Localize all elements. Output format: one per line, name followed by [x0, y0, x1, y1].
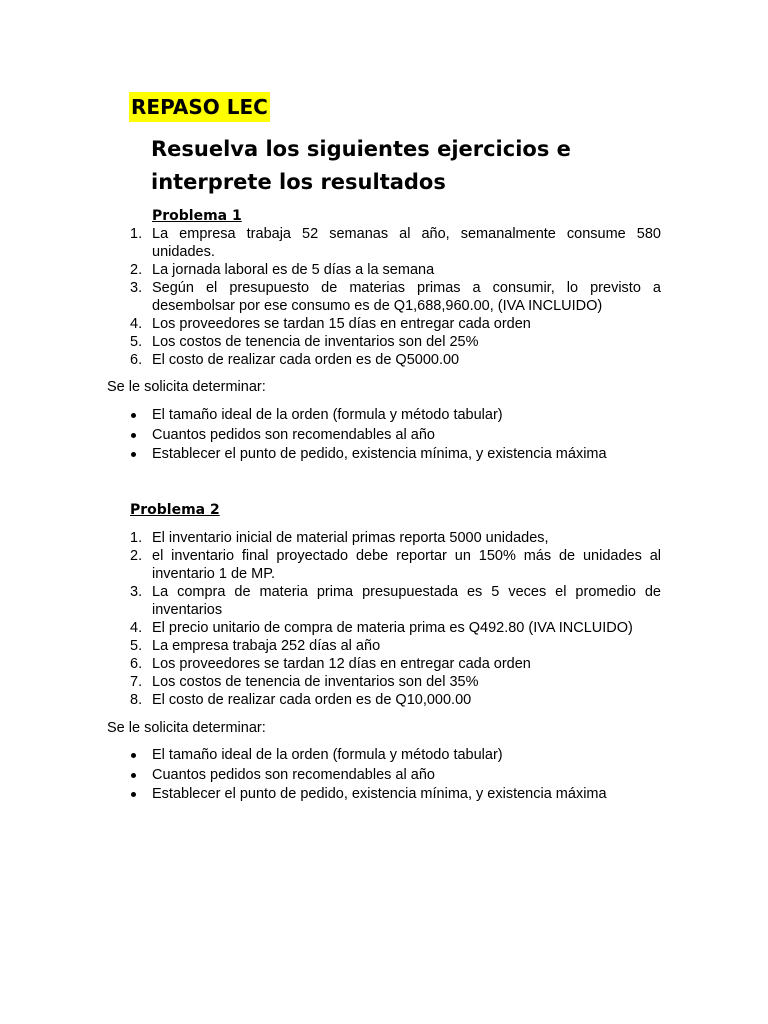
- list-item-text: Según el presupuesto de materias primas a consumir, lo previsto a desembolsar por ese consumo es de Q1,688,960.00, (IVA INCLUIDO): [152, 280, 661, 314]
- list-item: 3. La compra de materia prima presupuestada es 5 veces el promedio de inventarios: [130, 584, 661, 618]
- problem-1-bullets: [130, 406, 690, 465]
- list-item-text: Los costos de tenencia de inventarios son del 35%: [152, 674, 479, 690]
- list-item: 6. El costo de realizar cada orden es de Q5000.00: [130, 352, 460, 368]
- bullet-icon: [131, 452, 136, 457]
- instruction-title: Resuelva los siguientes ejercicios e interprete los resultados: [151, 137, 571, 194]
- list-item-text: El costo de realizar cada orden es de Q5000.00: [152, 352, 460, 368]
- list-item-text: La empresa trabaja 252 días al año: [152, 638, 381, 654]
- problem-2-list: [130, 529, 661, 709]
- list-item: 1. El inventario inicial de material primas reporta 5000 unidades,: [130, 530, 549, 546]
- bullet-item: Establecer el punto de pedido, existencia mínima, y existencia máxima: [130, 445, 690, 465]
- bullet-icon: [131, 792, 136, 797]
- list-item: 5. Los costos de tenencia de inventarios son del 25%: [130, 334, 479, 350]
- bullet-icon: [131, 773, 136, 778]
- problem-2-title: Problema 2: [130, 502, 220, 518]
- problem-1-title: Problema 1: [152, 208, 242, 224]
- list-item-text: El inventario inicial de material primas reporta 5000 unidades,: [152, 530, 549, 546]
- list-item-text: La empresa trabaja 52 semanas al año, semanalmente consume 580 unidades.: [152, 226, 661, 260]
- list-item: 2. el inventario final proyectado debe reportar un 150% más de unidades al inventario 1 de MP.: [130, 548, 661, 582]
- list-item: 7. Los costos de tenencia de inventarios son del 35%: [130, 674, 479, 690]
- bullet-icon: [131, 413, 136, 418]
- list-item: 1. La empresa trabaja 52 semanas al año, semanalmente consume 580 unidades.: [130, 226, 661, 260]
- list-item: 4. El precio unitario de compra de materia prima es Q492.80 (IVA INCLUIDO): [130, 620, 633, 636]
- list-item-text: La jornada laboral es de 5 días a la semana: [152, 262, 435, 278]
- list-item-text: el inventario final proyectado debe reportar un 150% más de unidades al inventario 1 de MP.: [152, 548, 661, 582]
- problem-2-bullets: [130, 746, 690, 805]
- list-item-text: Los proveedores se tardan 12 días en entregar cada orden: [152, 656, 531, 672]
- list-item: 8. El costo de realizar cada orden es de Q10,000.00: [130, 692, 472, 708]
- list-item-text: La compra de materia prima presupuestada es 5 veces el promedio de inventarios: [152, 584, 661, 618]
- bullet-item: El tamaño ideal de la orden (formula y método tabular): [130, 406, 690, 426]
- list-item-text: El precio unitario de compra de materia prima es Q492.80 (IVA INCLUIDO): [152, 620, 633, 636]
- list-item: 4. Los proveedores se tardan 15 días en entregar cada orden: [130, 316, 531, 332]
- bullet-item: Cuantos pedidos son recomendables al año: [130, 426, 690, 446]
- problem-2-request: Se le solicita determinar:: [107, 720, 266, 736]
- bullet-icon: [131, 433, 136, 438]
- problem-1-list: [130, 225, 661, 369]
- list-item: 2. La jornada laboral es de 5 días a la semana: [130, 262, 435, 278]
- list-item-text: Los costos de tenencia de inventarios son del 25%: [152, 334, 479, 350]
- problem-1-request: Se le solicita determinar:: [107, 379, 266, 395]
- page-heading: REPASO LEC: [129, 92, 270, 122]
- bullet-item: El tamaño ideal de la orden (formula y método tabular): [130, 746, 690, 766]
- list-item-text: Los proveedores se tardan 15 días en entregar cada orden: [152, 316, 531, 332]
- list-item: 5. La empresa trabaja 252 días al año: [130, 638, 381, 654]
- list-item: 3. Según el presupuesto de materias primas a consumir, lo previsto a desembolsar por ese consumo es de Q1,688,960.00, (IVA INCLUIDO): [130, 280, 661, 314]
- list-item-text: El costo de realizar cada orden es de Q10,000.00: [152, 692, 472, 708]
- list-item: 6. Los proveedores se tardan 12 días en entregar cada orden: [130, 656, 531, 672]
- bullet-item: Establecer el punto de pedido, existencia mínima, y existencia máxima: [130, 785, 690, 805]
- bullet-item: Cuantos pedidos son recomendables al año: [130, 766, 690, 786]
- bullet-icon: [131, 753, 136, 758]
